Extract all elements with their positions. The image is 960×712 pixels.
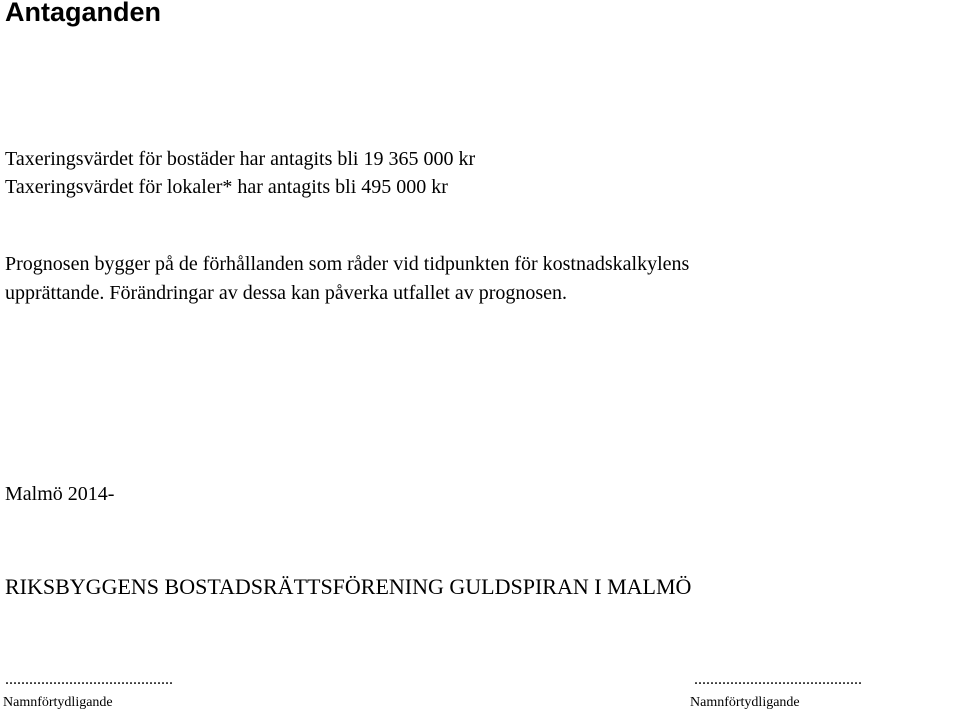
forecast-text-line-2: upprättande. Förändringar av dessa kan påverka utfallet av prognosen. [5,282,568,304]
place-date: Malmö 2014- [5,483,115,505]
organization-name: RIKSBYGGENS BOSTADSRÄTTSFÖRENING GULDSPIRAN I MALMÖ [5,574,692,599]
assumption-residential-value: Taxeringsvärdet för bostäder har antagits bli 19 365 000 kr [5,148,476,170]
signature-label-right: Namnförtydligande [690,695,800,710]
signature-line-left: .......................................... [5,671,173,688]
signature-label-left: Namnförtydligande [3,695,113,710]
forecast-text-line-1: Prognosen bygger på de förhållanden som råder vid tidpunkten för kostnadskalkylens [5,253,690,275]
page-title: Antaganden [5,0,162,27]
assumption-commercial-value: Taxeringsvärdet för lokaler* har antagits bli 495 000 kr [5,176,448,198]
signature-line-right: .......................................... [694,671,862,688]
